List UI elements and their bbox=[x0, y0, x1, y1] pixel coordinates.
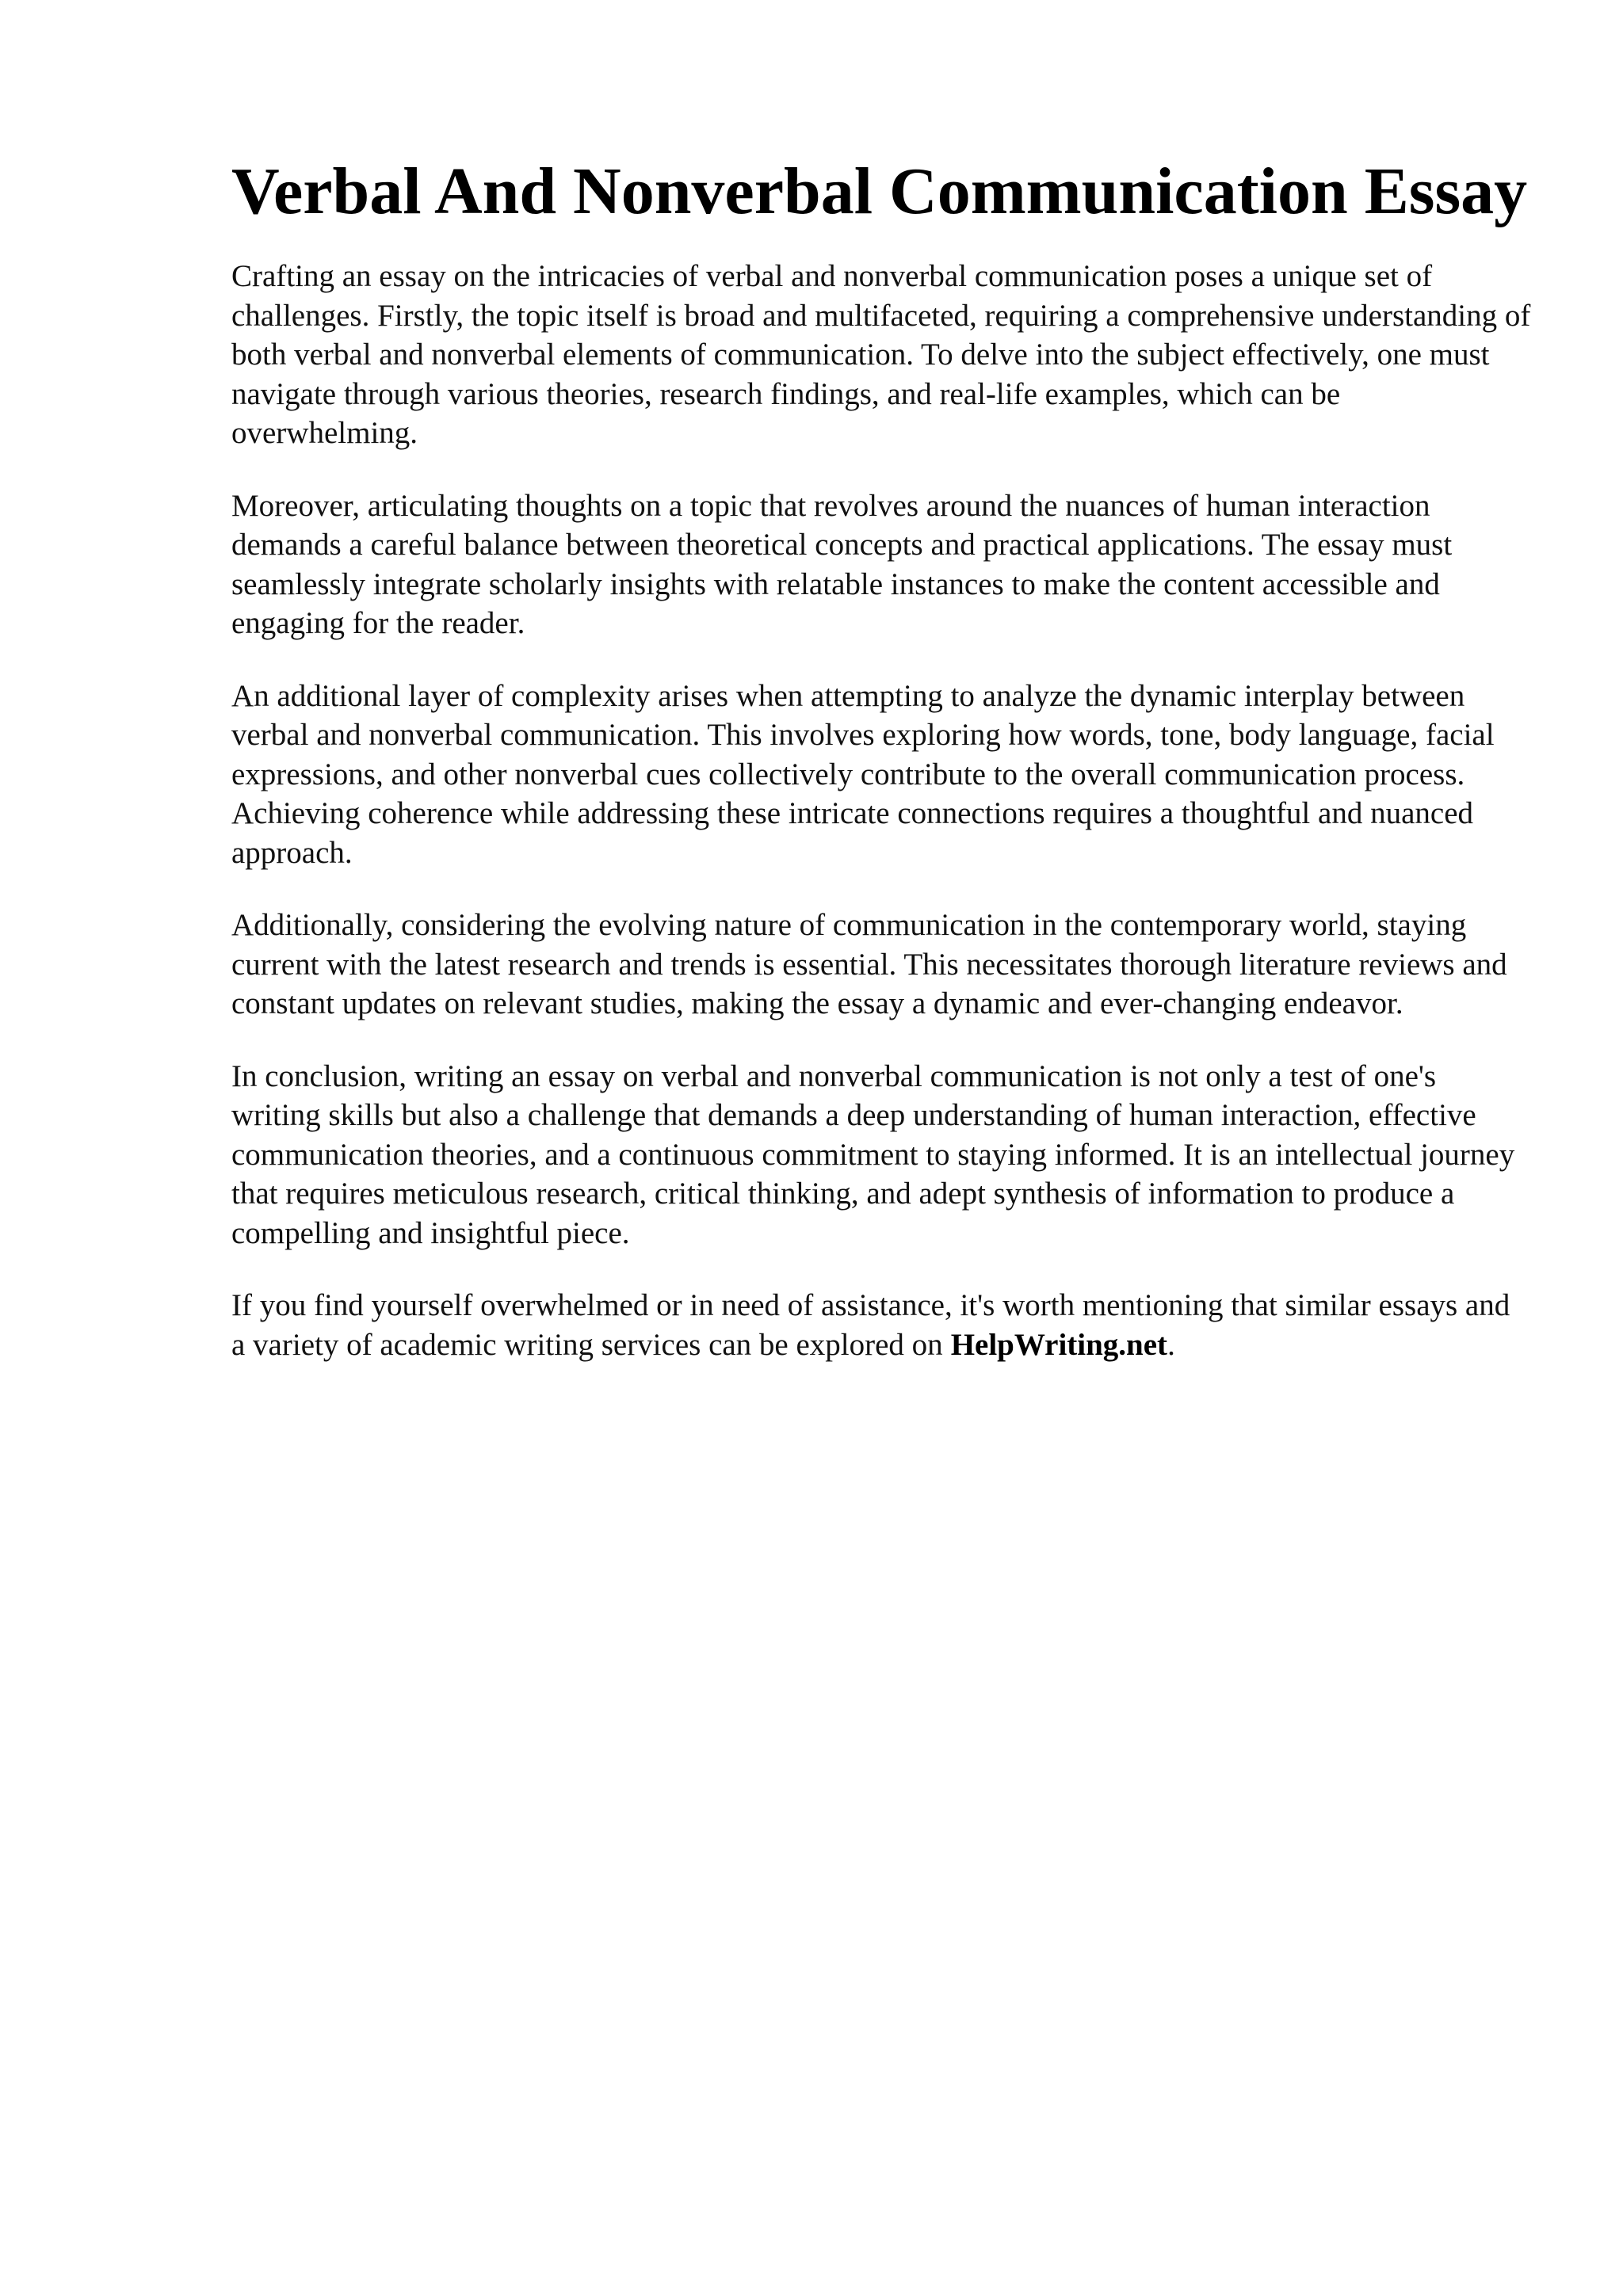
paragraph-4: Additionally, considering the evolving nature of communication in the contemporary world, staying current with the latest research and trends is essential. This necessitates thorough literature reviews and constant updates on relevant studies, making the essay a dynamic and ever-changing endeavor. bbox=[231, 908, 1507, 1020]
closing-paragraph bbox=[231, 1286, 1531, 1364]
paragraph-1: Crafting an essay on the intricacies of verbal and nonverbal communication poses a unique set of challenges. Firstly, the topic itself is broad and multifaceted, requiring a comprehensive understanding of both verbal and nonverbal elements of communication. To delve into the subject effectively, one must navigate through various theories, research findings, and real-life examples, which can be overwhelming. bbox=[231, 259, 1531, 450]
document-page bbox=[231, 151, 1531, 1398]
closing-period: . bbox=[1167, 1327, 1175, 1362]
paragraph-2: Moreover, articulating thoughts on a topic that revolves around the nuances of human interaction demands a careful balance between theoretical concepts and practical applications. The essay must seamlessly integrate scholarly insights with relatable instances to make the content accessible and engaging for the reader. bbox=[231, 488, 1453, 640]
page-title: Verbal And Nonverbal Communication Essay bbox=[231, 154, 1528, 228]
essay-body bbox=[231, 257, 1531, 1364]
closing-text: If you find yourself overwhelmed or in need of assistance, it's worth mentioning that similar essays and a variety of academic writing services can be explored on bbox=[231, 1288, 1510, 1362]
paragraph-3: An additional layer of complexity arises when attempting to analyze the dynamic interplay between verbal and nonverbal communication. This involves exploring how words, tone, body language, facial expressions, and other nonverbal cues collectively contribute to the overall communication process. Achieving coherence while addressing these intricate connections requires a thoughtful and nuanced approach. bbox=[231, 678, 1495, 870]
helpwriting-link[interactable]: HelpWriting.net bbox=[950, 1327, 1168, 1362]
paragraph-5: In conclusion, writing an essay on verbal and nonverbal communication is not only a test of one's writing skills but also a challenge that demands a deep understanding of human interaction, effective communication theories, and a continuous commitment to staying informed. It is an intellectual journey that requires meticulous research, critical thinking, and adept synthesis of information to produce a compelling and insightful piece. bbox=[231, 1058, 1515, 1250]
